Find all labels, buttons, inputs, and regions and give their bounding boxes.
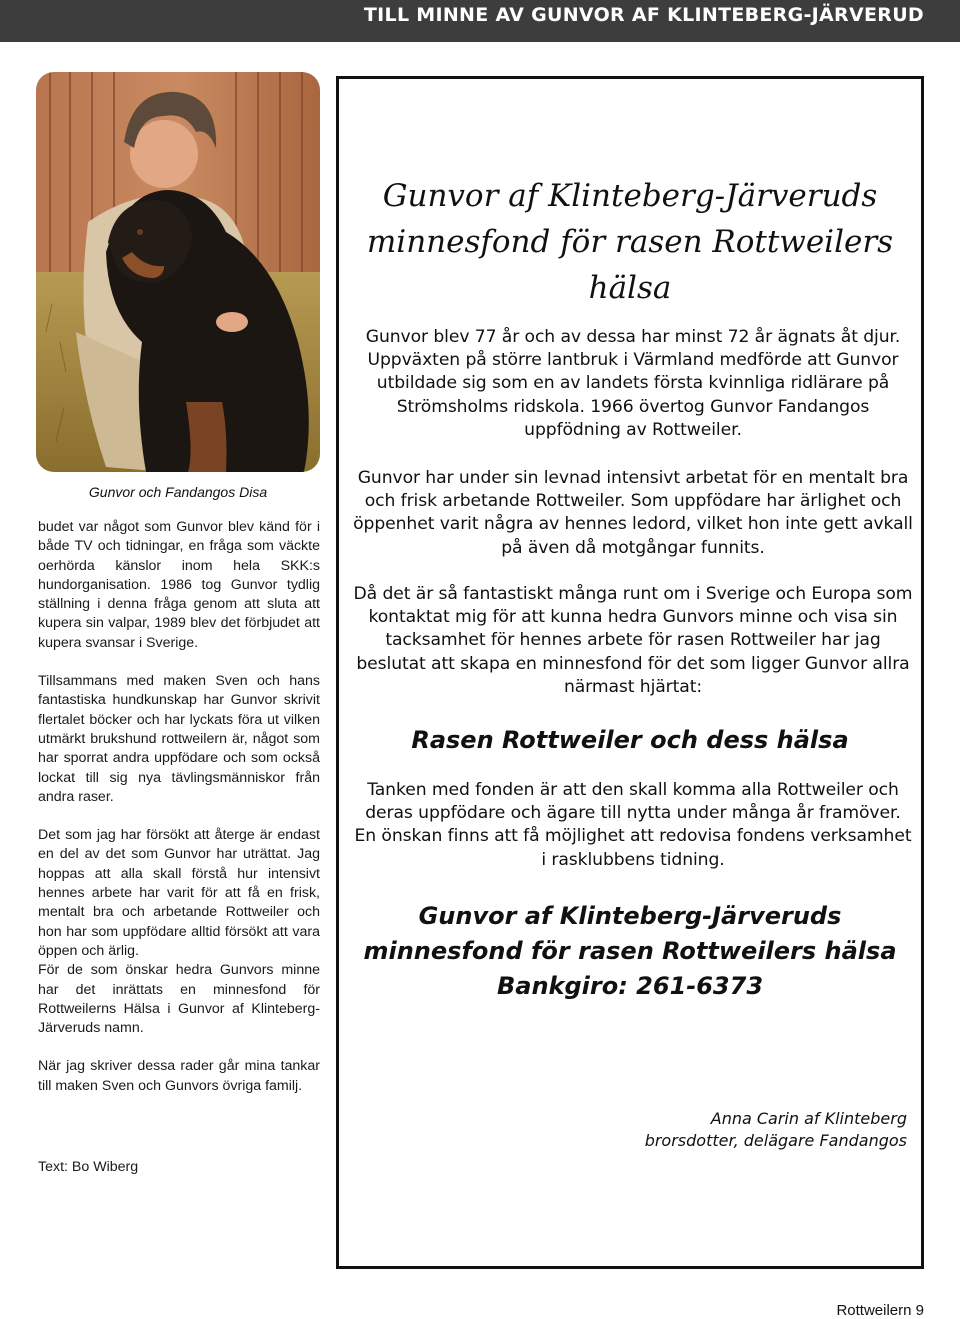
left-paragraph: Det som jag har försökt att återge är endast en del av det som Gunvor har uträttat. Jag hoppas att alla skall förstå hur intensivt hennes arbete har varit för att få en frisk, mentalt bra och arbetande Rottweiler och hon har som uppfödare alltid försökt att vara öppen och ärlig.	[38, 827, 320, 959]
signature-role: brorsdotter, delägare Fandangos	[644, 1131, 907, 1150]
box-title-line: minnesfond för rasen Rottweilers hälsa	[366, 224, 894, 306]
author-credit: Text: Bo Wiberg	[38, 1159, 139, 1175]
header-bar	[0, 0, 960, 42]
portrait-photo-illustration	[36, 72, 320, 472]
fund-name-line: Gunvor af Klinteberg-Järveruds	[418, 902, 842, 930]
left-paragraph: Tillsammans med maken Sven och hans fantastiska hundkunskap har Gunvor skrivit flertalet böcker och har lyckats föra ut vilken utmärkt brukshund rottweilern är, något som har sporrat andra uppfödare och som också lockat till sig nya tävlingsmänniskor från andra raser.	[38, 673, 320, 805]
header-title: TILL MINNE AV GUNVOR AF KLINTEBERG-JÄRVERUD	[363, 4, 924, 26]
left-paragraph: budet var något som Gunvor blev känd för i både TV och tidningar, en fråga som väckte oerhörda känslor inom hela SKK:s hundorganisation. 1986 tog Gunvor tydlig ställning i denna fråga genom att sluta att kupera sin valpar, 1989 blev det förbjudet att kupera svansar i Sverige.	[38, 519, 320, 651]
signature-name: Anna Carin af Klinteberg	[710, 1109, 907, 1128]
memorial-fund-box	[336, 76, 924, 1269]
box-paragraph: Gunvor blev 77 år och av dessa har minst 72 år ägnats åt djur. Uppväxten på större lantbruk i Värmland medförde att Gunvor utbildade sig som en av landets första kvinnliga ridlärare på Strömsholms ridskola. 1966 övertog Gunvor Fandangos uppfödning av Rottweiler.	[365, 327, 901, 440]
fund-purpose-heading: Rasen Rottweiler och dess hälsa	[411, 726, 849, 754]
left-column	[38, 518, 320, 1175]
box-title	[339, 173, 921, 311]
box-paragraph: Gunvor har under sin levnad intensivt arbetat för en mentalt bra och frisk arbetande Rottweiler. Som uppfödare har ärlighet och öppenhet varit några av hennes ledord, vilket hon inte gett avkall på även då motgångar funnits.	[353, 468, 913, 558]
box-paragraph: Tanken med fonden är att den skall komma alla Rottweiler och deras uppfödare och ägare till nytta under många år framöver. En önskan finns att få möjlighet att redovisa fondens verksamhet i rasklubbens tidning.	[354, 780, 912, 870]
left-paragraph: När jag skriver dessa rader går mina tankar till maken Sven och Gunvors övriga familj.	[38, 1058, 320, 1094]
signature	[645, 1108, 907, 1152]
portrait-photo	[36, 72, 320, 472]
box-paragraph: Då det är så fantastiskt många runt om i Sverige och Europa som kontaktat mig för att kunna hedra Gunvors minne och visa sin tacksamhet för hennes arbete för rasen Rottweiler har jag beslutat att skapa en minnesfond för det som ligger Gunvor allra närmast hjärtat:	[353, 584, 913, 697]
box-title-line: Gunvor af Klinteberg-Järveruds	[382, 178, 878, 214]
bankgiro-number: Bankgiro: 261-6373	[496, 972, 764, 1000]
page-footer: Rottweilern 9	[836, 1302, 924, 1319]
photo-caption: Gunvor och Fandangos Disa	[88, 484, 268, 500]
fund-details	[339, 899, 921, 1004]
left-paragraph: För de som önskar hedra Gunvors minne har det inrättats en minnesfond för Rottweilerns Hälsa i Gunvor af Klinteberg-Järveruds namn.	[38, 962, 320, 1037]
fund-name-line: minnesfond för rasen Rottweilers hälsa	[363, 937, 897, 965]
